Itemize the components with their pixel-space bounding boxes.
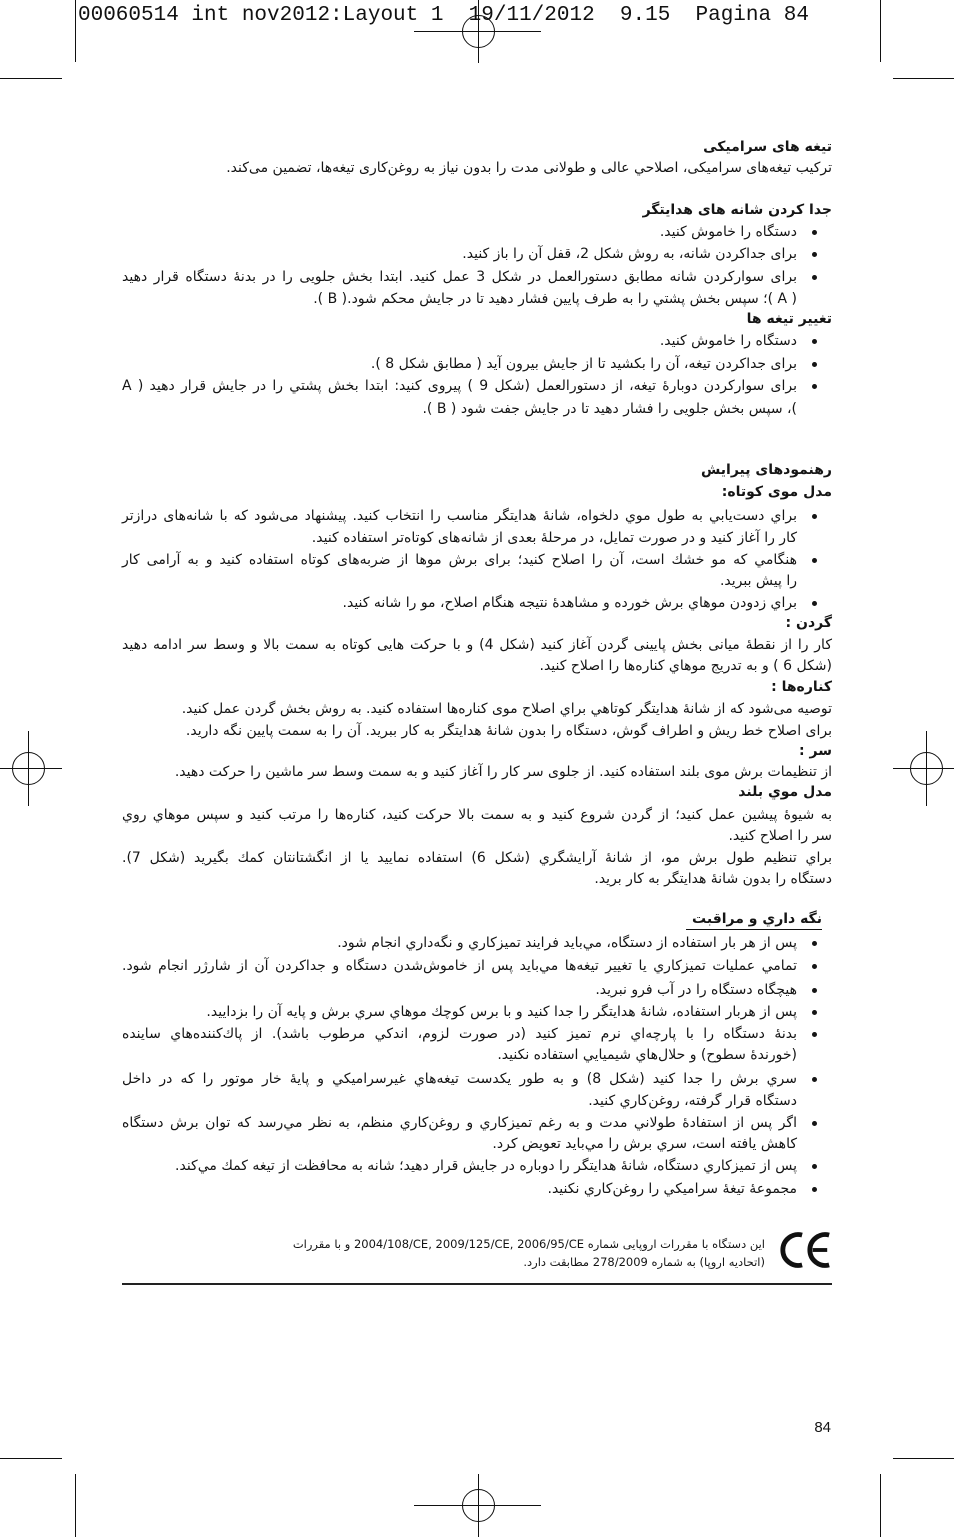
page-number: 84 bbox=[814, 1419, 831, 1436]
care-title: نگه داري و مراقبت bbox=[686, 909, 822, 930]
remove-comb-title: جدا کردن شانه های هدایتگر bbox=[642, 202, 832, 218]
neck-text: (شکل 6 ) و به تدریج موهاي کناره‌ها را اصلاح کنید. bbox=[539, 658, 832, 674]
bullet-icon bbox=[812, 230, 817, 235]
ceramic-blades-title: تیغه های سرامیکی bbox=[703, 139, 832, 155]
bullet-icon bbox=[812, 964, 817, 969]
bullet-icon bbox=[812, 1121, 817, 1126]
short-hair-item: براي زدودن موهاي برش خورده و مشاهدۀ نتيجه هنگام اصلاح، مو را شانه کنید. bbox=[342, 595, 797, 611]
ce-mark-icon bbox=[777, 1229, 833, 1271]
sides-title: کناره‌ها : bbox=[771, 679, 832, 695]
bullet-icon bbox=[812, 1032, 817, 1037]
short-hair-item-continued: را پیش ببرید. bbox=[719, 573, 797, 589]
short-hair-title: مدل موی کوتاه: bbox=[721, 484, 832, 500]
bullet-icon bbox=[812, 601, 817, 606]
care-item: بدنۀ دستگاه را با پارچه‌اي نرم تميز كنيد (در صورت لزوم، اندكي مرطوب باشد). از پاك‌كننده‌هاي ساينده bbox=[122, 1026, 797, 1042]
change-blades-item: برای سوارکردن دوبارۀ تیغه، از دستورالعمل (شکل 9 ) پیروی کنید: ابتدا بخش پشتي را در جایش قرار دهید ( A bbox=[122, 378, 797, 394]
bullet-icon bbox=[812, 988, 817, 993]
top-of-head-text: از تنظیمات برش موی بلند استفاده کنید. از جلوی سر کار را آغاز کنید و به سمت وسط سر ماشین را حرکت دهید. bbox=[174, 764, 832, 780]
change-blades-item-continued: )، سپس بخش جلویی را فشار دهید تا در جایش جفت شود ( B ). bbox=[422, 401, 797, 417]
long-hair-text: دستگاه را بدون شانۀ هدایتگر به کار برید. bbox=[594, 871, 832, 887]
care-item: مجموعۀ تيغۀ سراميكي را روغن‌كاري نكنيد. bbox=[547, 1181, 797, 1197]
directive-code: 2004/108/CE, bbox=[353, 1237, 432, 1251]
footer-divider bbox=[122, 1283, 832, 1285]
care-item: اگر پس از استفادۀ طولاني مدت و به رغم تميزكاري و روغن‌كاري منظم، به نظر مي‌رسد كه توان برش دستگاه bbox=[122, 1115, 797, 1131]
long-hair-title: مدل موي بلند bbox=[738, 784, 832, 800]
care-item-continued: (خورندۀ سطوح) و حلال‌هاي شيميايي استفاده نكنيد. bbox=[497, 1047, 797, 1063]
care-item: پس از تميزكاري دستگاه، شانۀ هدايتگر را دوباره در جايش قرار دهيد؛ شانه به محافظت از تيغه كمك مي‌كند. bbox=[175, 1158, 797, 1174]
bullet-icon bbox=[812, 1077, 817, 1082]
change-blades-title: تغییر تیغه ها bbox=[746, 311, 832, 327]
bullet-icon bbox=[812, 558, 817, 563]
long-hair-text: سر را اصلاح کنید. bbox=[728, 828, 832, 844]
care-item-continued: دستگاه قرار گرفته، روغن‌كاري كنيد. bbox=[588, 1093, 797, 1109]
remove-comb-item: دستگاه را خاموش کنید. bbox=[659, 224, 797, 240]
long-hair-text: براي تنظيم طول برش مو، از شانۀ آرايشگري (شكل 6) استفاده نماييد يا از انگشتانتان كمك بگيريد (شكل 7). bbox=[122, 850, 832, 866]
long-hair-text: به شیوۀ پیشین عمل کنید؛ از گردن شروع کنید و به سمت بالا حرکت کنید، کناره‌ها را مرتب کنید و سپس موهاي روي bbox=[122, 807, 832, 823]
compliance-continuation: و با مقررات bbox=[292, 1237, 351, 1251]
bullet-icon bbox=[812, 1187, 817, 1192]
bullet-icon bbox=[812, 384, 817, 389]
ceramic-blades-text: ترکیب تیغه‌های سرامیکی، اصلاحي عالی و طولانی مدت را بدون نیاز به روغن‌کاری تیغه‌ها، تضمین می‌کند. bbox=[226, 160, 832, 176]
sides-text: برای اصلاح خط ریش و اطراف گوش، دستگاه را بدون شانۀ هدایتگر به کار ببرید. آن را به سمت پایین نگه دارید. bbox=[185, 723, 832, 739]
bullet-icon bbox=[812, 362, 817, 367]
care-item: سري برش را جدا كنيد (شكل 8) و به طور يكدست تيغه‌هاي غيرسراميكي و پايۀ خار موتور را كه در داخل bbox=[122, 1071, 797, 1087]
bullet-icon bbox=[812, 275, 817, 280]
bullet-icon bbox=[812, 514, 817, 519]
remove-comb-item-continued: ( A )؛ سپس بخش پشتي را به طرف پایین فشار دهید تا در جایش محکم شود.( B ). bbox=[313, 291, 797, 307]
sides-text: توصیه می‌شود که از شانۀ هدایتگر کوتاهي براي اصلاح موی کناره‌ها استفاده کنید. به روش بخش گردن عمل کنید. bbox=[181, 701, 832, 717]
remove-comb-item: برای سوارکردن شانه مطابق دستورالعمل در شکل 3 عمل کنید. ابتدا بخش جلویی را در بدنۀ دستگاه قرار دهید bbox=[122, 269, 797, 285]
care-item: پس از هربار استفاده، شانۀ هدايتگر را جدا كنيد و با برس كوچك موهاي سري برش و پايه آن را بزداييد. bbox=[206, 1004, 797, 1020]
directive-code: 2006/95/CE bbox=[517, 1237, 585, 1251]
ce-mark-c bbox=[783, 1235, 802, 1266]
bullet-icon bbox=[812, 339, 817, 344]
bullet-icon bbox=[812, 941, 817, 946]
care-item: پس از هر بار استفاده از دستگاه، مي‌بايد فرايند تميزكاري و نگه‌داري انجام شود. bbox=[337, 935, 797, 951]
neck-text: کار را از نقطۀ میانی بخش پایینی گردن آغاز کنید (شکل 4) و با حرکت هایی کوتاه به سمت بالا و وسط سر ادامه دهید bbox=[122, 637, 832, 653]
bullet-icon bbox=[812, 1010, 817, 1015]
compliance-line-2: (اتحادیه اروپا) به شماره 278/2009 مطابقت دارد. bbox=[523, 1255, 765, 1269]
short-hair-item: هنگامي که مو خشك است، آن را اصلاح كنيد؛ برای برش موها از ضربه‌های کوتاه استفاده کنید و به آرامی کار bbox=[122, 552, 797, 568]
bullet-icon bbox=[812, 252, 817, 257]
change-blades-item: دستگاه را خاموش کنید. bbox=[659, 333, 797, 349]
trimming-title: رهنمودهای پیرایش bbox=[700, 462, 832, 478]
neck-title: گردن : bbox=[785, 615, 832, 631]
directive-code: 2009/125/CE, bbox=[435, 1237, 514, 1251]
care-item: تمامي عمليات تميزكاري يا تغيير تيغه‌ها مي‌بايد پس از خاموش‌شدن دستگاه و جداكردن آن از شارژر انجام شود. bbox=[122, 958, 797, 974]
remove-comb-item: برای جداکردن شانه، به روش شکل 2، قفل آن را باز کنید. bbox=[462, 246, 797, 262]
care-item: هیچگاه دستگاه را در آب فرو نبرید. bbox=[595, 982, 797, 998]
bullet-icon bbox=[812, 1164, 817, 1169]
short-hair-item-continued: کار را آغاز کنید و در صورت تمایل، در مرحلۀ بعدی از شانه‌های کوتاه‌تر استفاده کنید. bbox=[311, 530, 797, 546]
short-hair-item: براي دست‌يابي به طول موي دلخواه، شانۀ هدایتگر مناسب را انتخاب کنید. پیشنهاد می‌شود که با شانه‌های درازتر bbox=[122, 508, 797, 524]
top-of-head-title: سر : bbox=[799, 743, 832, 759]
print-slug: 00060514 int nov2012:Layout 1 19/11/2012 9.15 Pagina 84 bbox=[78, 4, 809, 27]
care-item-continued: كاهش يافته است، سري برش را مي‌بايد تعويض كرد. bbox=[492, 1136, 797, 1152]
compliance-line-1 bbox=[293, 1236, 765, 1252]
change-blades-item: برای جداکردن تیغه، آن را بکشید تا از جایش بیرون آید ( مطابق شکل 8 ). bbox=[370, 356, 797, 372]
compliance-intro: این دستگاه با مقررات اروپایی شماره bbox=[587, 1237, 765, 1251]
